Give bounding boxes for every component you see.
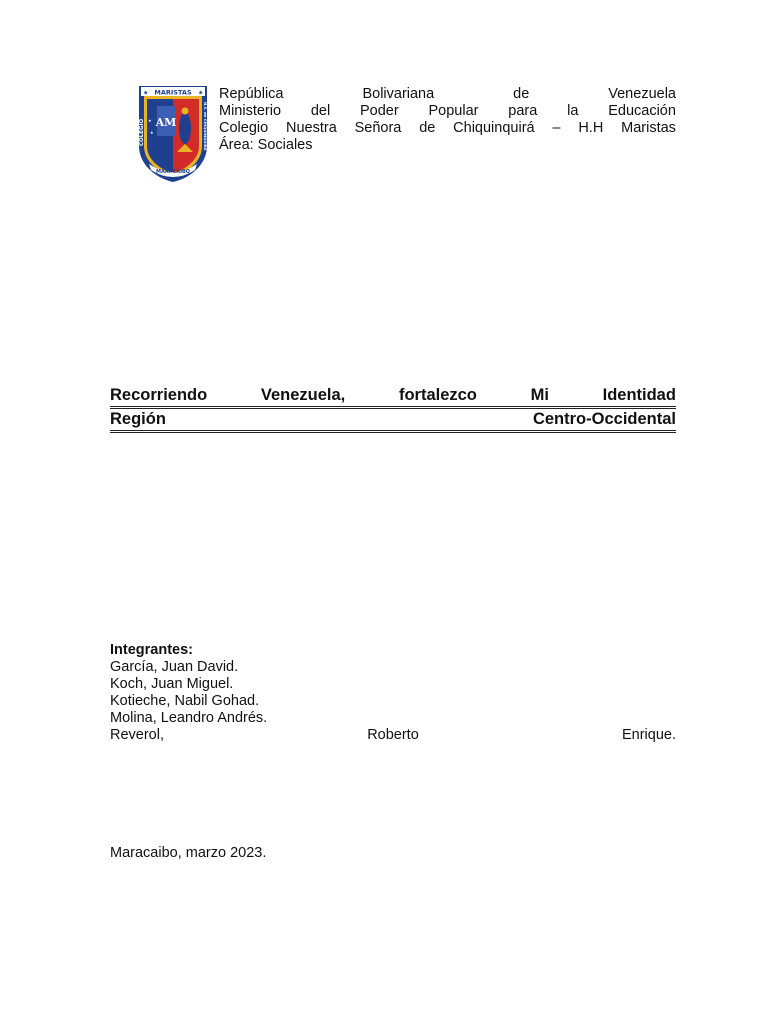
header-line-ministry bbox=[219, 103, 676, 120]
crest-small-stars-icon: ★ bbox=[148, 118, 152, 123]
title-line-1 bbox=[110, 385, 676, 409]
header-word: H.H bbox=[578, 120, 604, 136]
header-line-school bbox=[219, 120, 676, 137]
header-word: Ministerio bbox=[219, 103, 282, 119]
header-word: Educación bbox=[608, 103, 676, 119]
header-word: Nuestra bbox=[286, 120, 337, 136]
title-word: Identidad bbox=[602, 386, 676, 404]
header-word: para bbox=[508, 103, 538, 119]
title-word: Mi bbox=[530, 386, 549, 404]
header-word: de bbox=[419, 120, 436, 136]
crest-right-text: N.S. de CHIQUINQUIRÁ bbox=[203, 102, 208, 151]
crest-monogram: AM bbox=[155, 116, 177, 129]
place-date: Maracaibo, marzo 2023. bbox=[110, 845, 267, 861]
header-word: Chiquinquirá bbox=[453, 120, 535, 136]
header-word: Venezuela bbox=[608, 86, 676, 102]
header-word: la bbox=[567, 103, 579, 119]
header-word: Maristas bbox=[621, 120, 676, 136]
document-title bbox=[110, 385, 676, 433]
header-line-area: Área: Sociales bbox=[219, 137, 313, 153]
institution-header bbox=[219, 86, 676, 154]
crest-left-text: COLEGIO bbox=[138, 118, 145, 146]
member-name-justified bbox=[110, 727, 676, 744]
members-heading: Integrantes: bbox=[110, 642, 193, 658]
title-line-2 bbox=[110, 409, 676, 433]
header-word: del bbox=[310, 103, 331, 119]
members-section bbox=[110, 642, 676, 744]
crest-figure-icon bbox=[179, 112, 191, 144]
title-word: Recorriendo bbox=[110, 386, 208, 404]
header-line-republic bbox=[219, 86, 676, 103]
member-name-part: Roberto bbox=[367, 727, 419, 743]
header-word: de bbox=[513, 86, 530, 102]
header-word: Bolivariana bbox=[362, 86, 435, 102]
member-name: Koch, Juan Miguel. bbox=[110, 676, 234, 692]
title-word: Venezuela, bbox=[260, 386, 346, 404]
crest-figure-head-icon bbox=[182, 108, 189, 115]
member-name: García, Juan David. bbox=[110, 659, 239, 675]
title-word: Centro-Occidental bbox=[532, 410, 676, 428]
header-word: Colegio bbox=[219, 120, 269, 136]
header-word: República bbox=[219, 86, 284, 102]
school-crest-logo bbox=[137, 84, 209, 184]
crest-top-text: MARISTAS bbox=[154, 88, 192, 97]
crest-star-left-icon: ★ bbox=[143, 90, 149, 97]
header-word: Popular bbox=[428, 103, 479, 119]
member-name-part: Enrique. bbox=[621, 727, 676, 743]
header-word: Poder bbox=[360, 103, 399, 119]
member-name-part: Reverol, bbox=[110, 727, 164, 743]
header-word: – bbox=[552, 120, 561, 136]
member-name: Molina, Leandro Andrés. bbox=[110, 710, 268, 726]
crest-bottom-text: MARACAIBO bbox=[155, 169, 191, 175]
header-word: Señora bbox=[354, 120, 402, 136]
title-word: fortalezco bbox=[398, 386, 477, 404]
crest-small-star-icon: ★ bbox=[150, 130, 154, 135]
member-name: Kotieche, Nabil Gohad. bbox=[110, 693, 260, 709]
crest-star-right-icon: ★ bbox=[198, 90, 204, 97]
title-word: Región bbox=[110, 410, 166, 428]
